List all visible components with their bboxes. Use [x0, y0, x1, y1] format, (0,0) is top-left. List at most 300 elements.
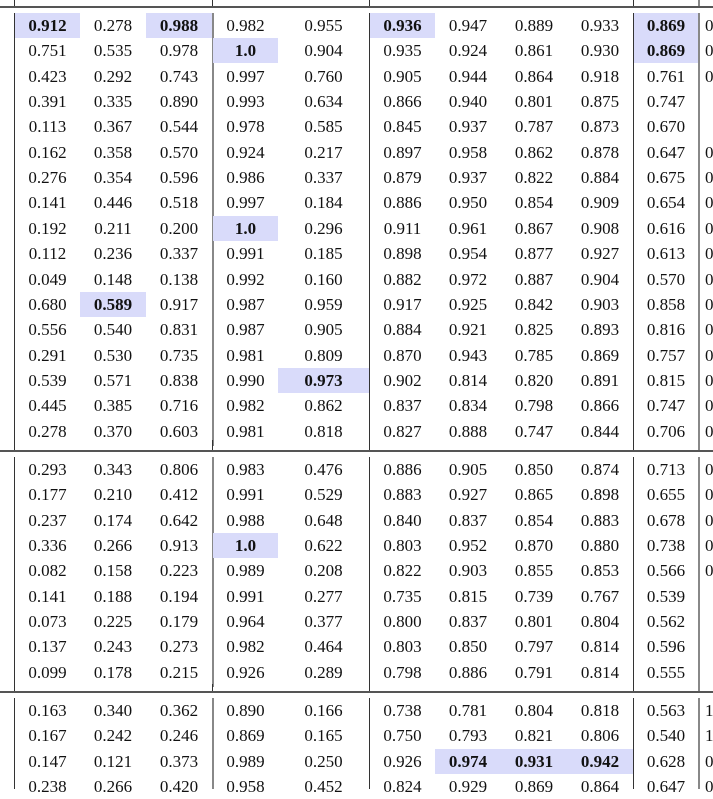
- table-cell: 0.991: [226, 586, 265, 606]
- table-cell: 0.961: [448, 218, 488, 238]
- table-row: [0, 698, 713, 723]
- table-cell: 0.804: [514, 701, 554, 720]
- table-cell: 0.292: [93, 66, 133, 86]
- table-cell: 0.865: [514, 485, 554, 505]
- table-cell: 0.476: [304, 460, 343, 479]
- table-cell: 0.147: [28, 751, 67, 771]
- clipped-cell: 0: [705, 485, 713, 505]
- table-cell: 0.869: [514, 777, 554, 797]
- table-cell: 0.818: [304, 421, 343, 441]
- table-cell: 0.874: [580, 460, 620, 479]
- table-cell: 1.0: [213, 38, 278, 63]
- table-cell: 0.864: [580, 777, 620, 797]
- table-cell: 0.785: [514, 345, 554, 365]
- table-cell: 0.243: [93, 637, 133, 657]
- table-cell: 0.743: [159, 66, 199, 86]
- table-row: [0, 292, 713, 317]
- column-divider: [633, 0, 634, 6]
- table-cell: 0.943: [448, 345, 488, 365]
- table-cell: 0.540: [93, 320, 133, 340]
- table-cell: 0.208: [304, 561, 343, 581]
- table-cell: 0.877: [514, 244, 554, 264]
- clipped-cell: 0: [705, 16, 713, 35]
- table-cell: 0.616: [646, 218, 686, 238]
- table-cell: 0.905: [304, 320, 343, 340]
- table-cell: 0.935: [383, 41, 422, 61]
- table-cell: 0.112: [28, 244, 67, 264]
- table-cell: 0.837: [448, 612, 488, 632]
- table-cell: 1.0: [213, 216, 278, 241]
- table-cell: 0.367: [93, 117, 133, 137]
- table-cell: 0.622: [304, 536, 343, 556]
- clipped-cell: 0: [705, 510, 713, 530]
- table-cell: 0.266: [93, 536, 133, 556]
- table-cell: 0.738: [383, 701, 422, 720]
- table-cell: 0.947: [448, 16, 488, 35]
- table-cell: 0.544: [159, 117, 199, 137]
- table-cell: 0.912: [15, 13, 80, 38]
- table-row: [0, 749, 713, 774]
- table-cell: 0.566: [646, 561, 686, 581]
- table-cell: 0.797: [514, 637, 554, 657]
- table-cell: 0.886: [383, 193, 422, 213]
- table-cell: 0.655: [646, 485, 686, 505]
- table-cell: 0.179: [159, 612, 199, 632]
- table-cell: 0.194: [159, 586, 199, 606]
- table-row: [0, 317, 713, 342]
- table-cell: 0.950: [448, 193, 488, 213]
- table-cell: 0.539: [646, 586, 686, 606]
- table-cell: 0.958: [226, 777, 265, 797]
- table-cell: 1.0: [213, 533, 278, 558]
- table-cell: 0.518: [159, 193, 199, 213]
- table-cell: 0.850: [514, 460, 554, 479]
- table-cell: 0.266: [93, 777, 133, 797]
- table-cell: 0.889: [514, 16, 554, 35]
- table-cell: 0.141: [28, 586, 67, 606]
- table-cell: 0.570: [159, 142, 199, 162]
- table-cell: 0.162: [28, 142, 67, 162]
- table-cell: 0.983: [226, 460, 265, 479]
- table-cell: 0.869: [226, 726, 265, 746]
- table-cell: 0.821: [514, 726, 554, 746]
- table-cell: 0.188: [93, 586, 133, 606]
- table-cell: 0.882: [383, 269, 422, 289]
- table-cell: 0.954: [448, 244, 488, 264]
- table-cell: 0.986: [226, 168, 265, 188]
- table-cell: 0.837: [383, 396, 422, 416]
- table-cell: 0.585: [304, 117, 343, 137]
- table-cell: 0.165: [304, 726, 343, 746]
- table-cell: 0.936: [370, 13, 435, 38]
- table-cell: 0.973: [278, 368, 369, 393]
- table-cell: 0.853: [580, 561, 620, 581]
- clipped-cell: 0: [705, 536, 713, 556]
- table-cell: 0.747: [646, 396, 686, 416]
- table-cell: 0.982: [226, 396, 265, 416]
- table-cell: 0.337: [159, 244, 199, 264]
- table-row: [0, 64, 713, 89]
- table-cell: 0.815: [448, 586, 488, 606]
- table-cell: 0.944: [448, 66, 488, 86]
- table-cell: 0.886: [383, 460, 422, 479]
- table-cell: 0.861: [514, 41, 554, 61]
- column-divider: [698, 0, 700, 6]
- table-cell: 0.530: [93, 345, 133, 365]
- table-cell: 0.858: [646, 294, 686, 314]
- table-cell: 0.926: [383, 751, 422, 771]
- table-cell: 0.838: [159, 370, 199, 390]
- table-cell: 0.886: [448, 662, 488, 682]
- table-cell: 0.452: [304, 777, 343, 797]
- table-cell: 0.217: [304, 142, 343, 162]
- table-cell: 0.974: [435, 749, 501, 774]
- table-cell: 0.420: [159, 777, 199, 797]
- table-cell: 0.911: [383, 218, 422, 238]
- table-cell: 0.955: [304, 16, 343, 35]
- table-cell: 0.978: [226, 117, 265, 137]
- table-cell: 0.990: [226, 370, 265, 390]
- table-row: [0, 165, 713, 190]
- table-cell: 0.596: [159, 168, 199, 188]
- table-cell: 0.814: [580, 662, 620, 682]
- table-cell: 0.099: [28, 662, 67, 682]
- table-row: [0, 393, 713, 418]
- clipped-cell: 0: [705, 421, 713, 441]
- table-row: [0, 89, 713, 114]
- table-cell: 0.925: [448, 294, 488, 314]
- table-cell: 0.825: [514, 320, 554, 340]
- table-cell: 0.713: [646, 460, 686, 479]
- clipped-cell: 0: [705, 561, 713, 581]
- table-cell: 0.927: [580, 244, 620, 264]
- table-cell: 0.883: [383, 485, 422, 505]
- table-cell: 0.929: [448, 777, 488, 797]
- clipped-cell: 0: [705, 320, 713, 340]
- table-cell: 0.930: [580, 41, 620, 61]
- table-cell: 0.937: [448, 168, 488, 188]
- table-cell: 0.296: [304, 218, 343, 238]
- table-cell: 0.804: [580, 612, 620, 632]
- table-cell: 0.278: [93, 16, 133, 35]
- table-cell: 0.238: [28, 777, 67, 797]
- table-cell: 0.049: [28, 269, 67, 289]
- table-cell: 0.880: [580, 536, 620, 556]
- table-cell: 0.225: [93, 612, 133, 632]
- table-cell: 0.735: [383, 586, 422, 606]
- table-row: [0, 38, 713, 63]
- table-cell: 0.570: [646, 269, 686, 289]
- table-cell: 0.991: [226, 485, 265, 505]
- table-cell: 0.739: [514, 586, 554, 606]
- table-cell: 0.412: [159, 485, 199, 505]
- table-row: [0, 343, 713, 368]
- column-divider: [14, 0, 15, 6]
- table-cell: 0.931: [501, 749, 567, 774]
- section-divider-middle: [0, 450, 713, 452]
- table-cell: 0.890: [226, 701, 265, 720]
- table-cell: 0.716: [159, 396, 199, 416]
- table-cell: 0.827: [383, 421, 422, 441]
- table-cell: 0.933: [580, 16, 620, 35]
- table-cell: 0.336: [28, 536, 67, 556]
- table-cell: 0.751: [28, 41, 67, 61]
- table-cell: 0.904: [304, 41, 343, 61]
- table-cell: 0.675: [646, 168, 686, 188]
- table-cell: 0.184: [304, 193, 343, 213]
- clipped-cell: 0: [705, 345, 713, 365]
- table-cell: 0.200: [159, 218, 199, 238]
- table-cell: 0.867: [514, 218, 554, 238]
- table-cell: 0.589: [80, 292, 146, 317]
- table-cell: 0.539: [28, 370, 67, 390]
- table-cell: 0.803: [383, 637, 422, 657]
- table-cell: 0.246: [159, 726, 199, 746]
- table-cell: 0.073: [28, 612, 67, 632]
- table-cell: 0.757: [646, 345, 686, 365]
- table-cell: 0.373: [159, 751, 199, 771]
- table-cell: 0.535: [93, 41, 133, 61]
- clipped-cell: 0: [705, 41, 713, 61]
- table-cell: 0.855: [514, 561, 554, 581]
- table-cell: 0.291: [28, 345, 67, 365]
- table-cell: 0.358: [93, 142, 133, 162]
- table-cell: 0.278: [28, 421, 67, 441]
- table-cell: 0.555: [646, 662, 686, 682]
- table-cell: 0.887: [514, 269, 554, 289]
- table-cell: 0.924: [226, 142, 265, 162]
- clipped-cell: 0: [705, 218, 713, 238]
- table-cell: 0.875: [580, 92, 620, 112]
- table-cell: 0.798: [383, 662, 422, 682]
- table-cell: 0.680: [28, 294, 67, 314]
- table-cell: 0.215: [159, 662, 199, 682]
- column-divider: [212, 0, 213, 6]
- table-cell: 0.571: [93, 370, 133, 390]
- table-cell: 0.993: [226, 92, 265, 112]
- table-cell: 0.192: [28, 218, 67, 238]
- table-row: [0, 140, 713, 165]
- table-cell: 0.335: [93, 92, 133, 112]
- table-cell: 0.137: [28, 637, 67, 657]
- clipped-cell: 0: [705, 168, 713, 188]
- table-cell: 0.814: [580, 637, 620, 657]
- table-cell: 0.926: [226, 662, 265, 682]
- clipped-cell: 0: [705, 777, 713, 797]
- table-cell: 0.647: [646, 777, 686, 797]
- table-row: [0, 482, 713, 507]
- table-cell: 0.747: [646, 92, 686, 112]
- table-cell: 0.850: [448, 637, 488, 657]
- table-cell: 0.791: [514, 662, 554, 682]
- table-cell: 0.121: [93, 751, 133, 771]
- table-cell: 0.917: [383, 294, 422, 314]
- table-cell: 0.870: [383, 345, 422, 365]
- table-cell: 0.854: [514, 510, 554, 530]
- table-cell: 0.992: [226, 269, 265, 289]
- clipped-cell: 1: [705, 701, 713, 720]
- table-cell: 0.277: [304, 586, 343, 606]
- table-cell: 0.972: [448, 269, 488, 289]
- table-cell: 0.603: [159, 421, 199, 441]
- clipped-cell: 0: [705, 66, 713, 86]
- table-cell: 0.678: [646, 510, 686, 530]
- table-cell: 0.873: [580, 117, 620, 137]
- table-cell: 0.809: [304, 345, 343, 365]
- table-cell: 0.924: [448, 41, 488, 61]
- table-cell: 0.354: [93, 168, 133, 188]
- clipped-cell: 0: [705, 460, 713, 479]
- table-cell: 0.815: [646, 370, 686, 390]
- table-cell: 0.816: [646, 320, 686, 340]
- table-cell: 0.798: [514, 396, 554, 416]
- table-cell: 0.898: [383, 244, 422, 264]
- table-cell: 0.884: [383, 320, 422, 340]
- table-cell: 0.747: [514, 421, 554, 441]
- table-cell: 0.893: [580, 320, 620, 340]
- table-row: [0, 13, 713, 38]
- table-cell: 0.831: [159, 320, 199, 340]
- table-cell: 0.761: [646, 66, 686, 86]
- clipped-cell: 0: [705, 142, 713, 162]
- table-cell: 0.563: [646, 701, 686, 720]
- table-cell: 0.904: [580, 269, 620, 289]
- table-row: [0, 216, 713, 241]
- table-cell: 0.781: [448, 701, 488, 720]
- table-cell: 0.864: [514, 66, 554, 86]
- table-cell: 0.803: [383, 536, 422, 556]
- table-cell: 0.464: [304, 637, 343, 657]
- table-row: [0, 774, 713, 799]
- table-cell: 0.138: [159, 269, 199, 289]
- table-cell: 0.818: [580, 701, 620, 720]
- table-row: [0, 584, 713, 609]
- table-cell: 0.878: [580, 142, 620, 162]
- section-divider-bottom: [0, 691, 713, 693]
- table-cell: 0.158: [93, 561, 133, 581]
- table-cell: 0.824: [383, 777, 422, 797]
- table-cell: 0.879: [383, 168, 422, 188]
- table-cell: 0.927: [448, 485, 488, 505]
- table-row: [0, 558, 713, 583]
- table-cell: 0.236: [93, 244, 133, 264]
- table-cell: 0.423: [28, 66, 67, 86]
- table-cell: 0.177: [28, 485, 67, 505]
- table-cell: 0.845: [383, 117, 422, 137]
- table-cell: 0.989: [226, 751, 265, 771]
- table-row: [0, 609, 713, 634]
- table-cell: 0.989: [226, 561, 265, 581]
- clipped-cell: 0: [705, 294, 713, 314]
- table-cell: 0.210: [93, 485, 133, 505]
- table-cell: 0.822: [514, 168, 554, 188]
- table-cell: 0.834: [448, 396, 488, 416]
- table-cell: 0.854: [514, 193, 554, 213]
- table-cell: 0.293: [28, 460, 67, 479]
- table-cell: 0.446: [93, 193, 133, 213]
- table-cell: 0.562: [646, 612, 686, 632]
- clipped-cell: 1: [705, 726, 713, 746]
- column-divider: [369, 0, 370, 6]
- table-cell: 0.377: [304, 612, 343, 632]
- table-cell: 0.883: [580, 510, 620, 530]
- table-cell: 0.940: [448, 92, 488, 112]
- table-cell: 0.958: [448, 142, 488, 162]
- table-row: [0, 241, 713, 266]
- table-row: [0, 267, 713, 292]
- table-row: [0, 190, 713, 215]
- table-cell: 0.174: [93, 510, 133, 530]
- table-cell: 0.735: [159, 345, 199, 365]
- table-cell: 0.337: [304, 168, 343, 188]
- table-cell: 0.540: [646, 726, 686, 746]
- table-cell: 0.937: [448, 117, 488, 137]
- table-cell: 0.964: [226, 612, 265, 632]
- table-cell: 0.634: [304, 92, 343, 112]
- table-cell: 0.706: [646, 421, 686, 441]
- table-cell: 0.869: [580, 345, 620, 365]
- table-cell: 0.987: [226, 294, 265, 314]
- table-cell: 0.767: [580, 586, 620, 606]
- table-cell: 0.391: [28, 92, 67, 112]
- table-row: [0, 634, 713, 659]
- table-cell: 0.273: [159, 637, 199, 657]
- table-cell: 0.890: [159, 92, 199, 112]
- table-cell: 0.654: [646, 193, 686, 213]
- table-cell: 0.884: [580, 168, 620, 188]
- table-cell: 0.978: [159, 41, 199, 61]
- table-cell: 0.918: [580, 66, 620, 86]
- table-cell: 0.837: [448, 510, 488, 530]
- section-divider-top: [0, 6, 713, 8]
- table-cell: 0.242: [93, 726, 133, 746]
- table-cell: 0.891: [580, 370, 620, 390]
- table-cell: 0.982: [226, 16, 265, 35]
- table-cell: 0.613: [646, 244, 686, 264]
- table-cell: 0.869: [634, 38, 698, 63]
- table-cell: 0.801: [514, 92, 554, 112]
- table-cell: 0.362: [159, 701, 199, 720]
- table-cell: 0.844: [580, 421, 620, 441]
- table-cell: 0.921: [448, 320, 488, 340]
- table-cell: 0.370: [93, 421, 133, 441]
- table-cell: 0.842: [514, 294, 554, 314]
- table-cell: 0.276: [28, 168, 67, 188]
- table-cell: 0.529: [304, 485, 343, 505]
- table-cell: 0.903: [580, 294, 620, 314]
- table-cell: 0.822: [383, 561, 422, 581]
- table-cell: 0.445: [28, 396, 67, 416]
- table-cell: 0.793: [448, 726, 488, 746]
- table-cell: 0.988: [146, 13, 212, 38]
- table-cell: 0.628: [646, 751, 686, 771]
- table-cell: 0.840: [383, 510, 422, 530]
- table-cell: 0.806: [580, 726, 620, 746]
- table-cell: 0.952: [448, 536, 488, 556]
- table-cell: 0.141: [28, 193, 67, 213]
- clipped-cell: 0: [705, 396, 713, 416]
- table-row: [0, 368, 713, 393]
- table-cell: 0.343: [93, 460, 133, 479]
- table-cell: 0.987: [226, 320, 265, 340]
- table-cell: 0.959: [304, 294, 343, 314]
- table-cell: 0.113: [28, 117, 67, 137]
- table-cell: 0.905: [383, 66, 422, 86]
- table-cell: 0.801: [514, 612, 554, 632]
- table-cell: 0.648: [304, 510, 343, 530]
- table-cell: 0.988: [226, 510, 265, 530]
- table-cell: 0.908: [580, 218, 620, 238]
